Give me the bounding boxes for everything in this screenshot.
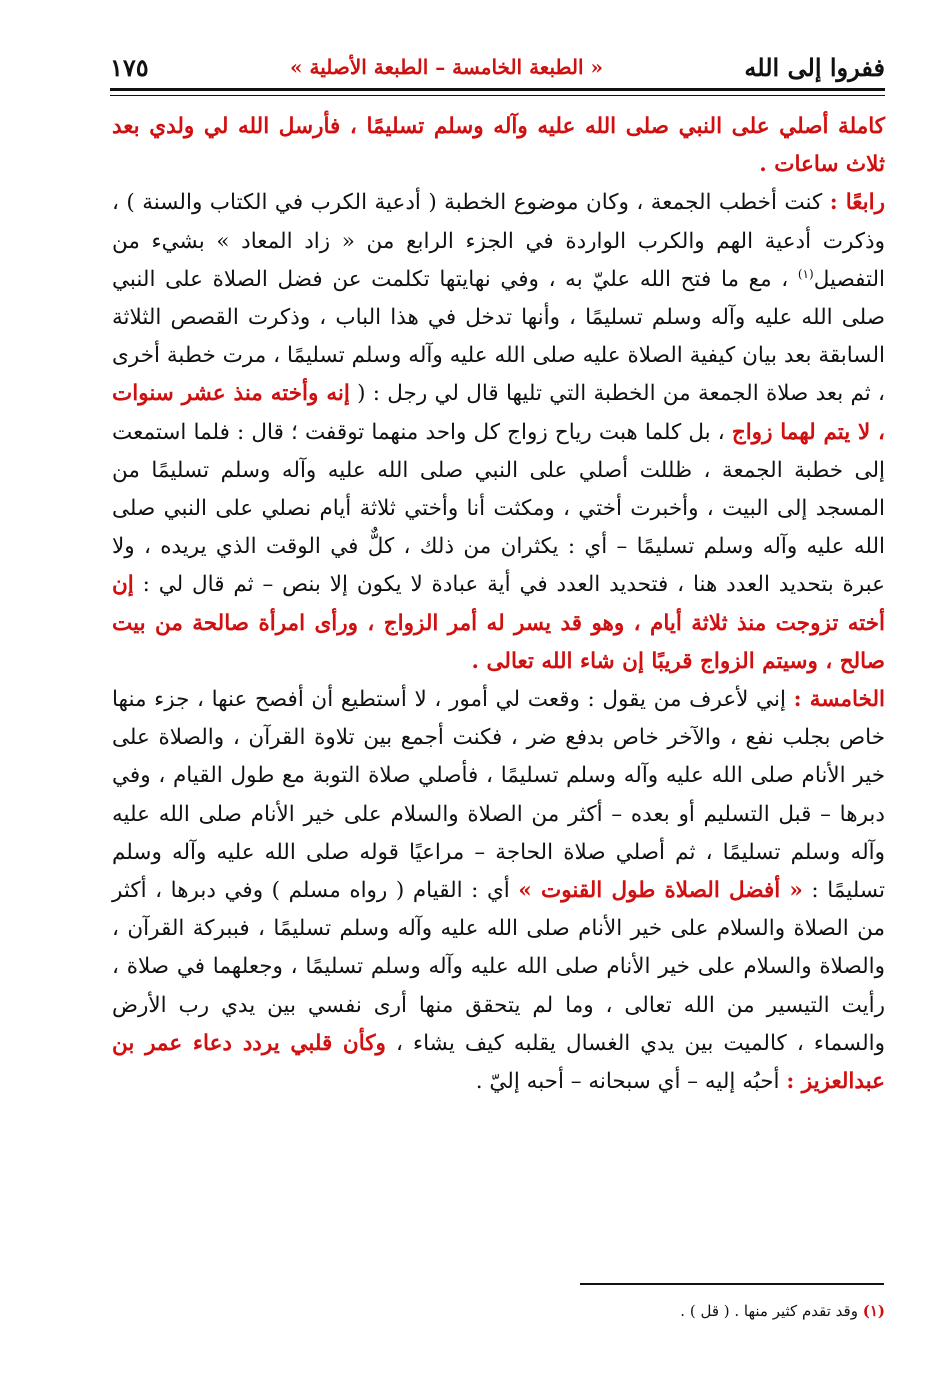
footnote bbox=[580, 1302, 885, 1320]
header-rule-thick bbox=[110, 88, 885, 91]
highlighted-text: « أفضل الصلاة طول القنوت » bbox=[518, 878, 803, 904]
footnote-rule bbox=[580, 1283, 884, 1285]
edition-label: « الطبعة الخامسة – الطبعة الأصلية » bbox=[290, 55, 604, 79]
page-header bbox=[110, 44, 885, 90]
highlighted-text: وكأن قلبي يردد دعاء عمر بن عبدالعزيز : bbox=[112, 1030, 885, 1095]
page-body bbox=[112, 108, 885, 1101]
paragraph bbox=[112, 681, 885, 1101]
highlighted-text: إن أخته تزوجت منذ ثلاثة أيام ، وهو قد يسر له أمر الزواج ، ورأى امرأة صالحة من بيت صالح ، وسيتم الزواج قريبًا إن شاء الله تعالى . bbox=[112, 572, 885, 674]
footnote-text: وقد تقدم كثير منها . ( قل ) . bbox=[680, 1302, 863, 1320]
body-text: أحبُه إليه – أي سبحانه – أحبه إليّ . bbox=[475, 1069, 787, 1095]
body-text: أي : القيام ( رواه مسلم ) وفي دبرها ، أكثر من الصلاة والسلام على خير الأنام صلى الله عليه وآله وسلم تسليمًا ، فببركة القرآن ، والصلاة والسلام على خير الأنام صلى الله عليه وآله وسلم تسليمًا ، وجعلهما في صلاة ، رأيت التيسير من الله تعالى ، وما لم يتحقق منها أرى نفسي بين يدي رب الأرض والسماء ، كالميت بين يدي الغسال يقلبه كيف يشاء ، bbox=[112, 878, 886, 1056]
footnote-reference: (١) bbox=[797, 266, 814, 281]
body-text: ، مع ما فتح الله عليّ به ، وفي نهايتها تكلمت عن فضل الصلاة على النبي صلى الله عليه وآله وسلم تسليمًا ، وأنها تدخل في هذا الباب ، وذكرت القصص الثلاثة السابقة بعد بيان كيفية الصلاة عليه صلى الله عليه وآله وسلم تسليمًا ، مرت خطبة أخرى ، ثم بعد صلاة الجمعة من الخطبة التي تليها قال لي رجل : ( bbox=[112, 266, 886, 407]
body-text: ، بل كلما هبت رياح زواج كل واحد منهما توقفت ؛ قال : فلما استمعت إلى خطبة الجمعة ، ظللت أصلي على النبي صلى الله عليه وآله وسلم تسليمًا من المسجد إلى البيت ، وأخبرت أختي ، ومكثت أنا وأختي ثلاثة أيام نصلي على النبي صلى الله عليه وآله وسلم تسليمًا – أي : يكثران من ذلك ، كلٌّ في الوقت الذي يريده ، ولا عبرة بتحديد العدد هنا ، فتحديد العدد في أية عبادة لا يكون إلا بنص – ثم قال لي : bbox=[112, 419, 885, 598]
paragraph bbox=[112, 184, 885, 681]
body-text: كنت أخطب الجمعة ، وكان موضوع الخطبة ( أدعية الكرب في الكتاب والسنة ) ، وذكرت أدعية الهم والكرب الواردة في الجزء الرابع من « زاد المعاد » بشيء من التفصيل bbox=[112, 190, 885, 292]
highlighted-text: كاملة أصلي على النبي صلى الله عليه وآله وسلم تسليمًا ، فأرسل الله لي ولدي بعد ثلاث ساعات . bbox=[112, 114, 885, 178]
running-title: ففروا إلى الله bbox=[744, 52, 885, 82]
footnote-number: (١) bbox=[862, 1302, 885, 1320]
paragraph bbox=[112, 108, 885, 184]
highlighted-text: إنه وأخته منذ عشر سنوات ، لا يتم لهما زواج bbox=[112, 381, 885, 445]
header-rule-thin bbox=[110, 95, 885, 96]
body-text: إني لأعرف من يقول : وقعت لي أمور ، لا أستطيع أن أفصح عنها ، جزء منها خاص بجلب نفع ، والآخر خاص بدفع ضر ، فكنت أجمع بين تلاوة القرآن ، والصلاة على خير الأنام صلى الله عليه وآله وسلم تسليمًا ، فأصلي صلاة التوبة مع طول القيام ، وفي دبرها – قبل التسليم أو بعده – أكثر من الصلاة والسلام على خير الأنام صلى الله عليه وآله وسلم تسليمًا ، ثم أصلي صلاة الحاجة – مراعيًا قوله صلى الله عليه وآله وسلم تسليمًا : bbox=[112, 687, 885, 904]
paragraph-label: الخامسة : bbox=[793, 687, 885, 713]
page-number: ١٧٥ bbox=[110, 52, 149, 82]
paragraph-label: رابعًا : bbox=[829, 190, 885, 216]
